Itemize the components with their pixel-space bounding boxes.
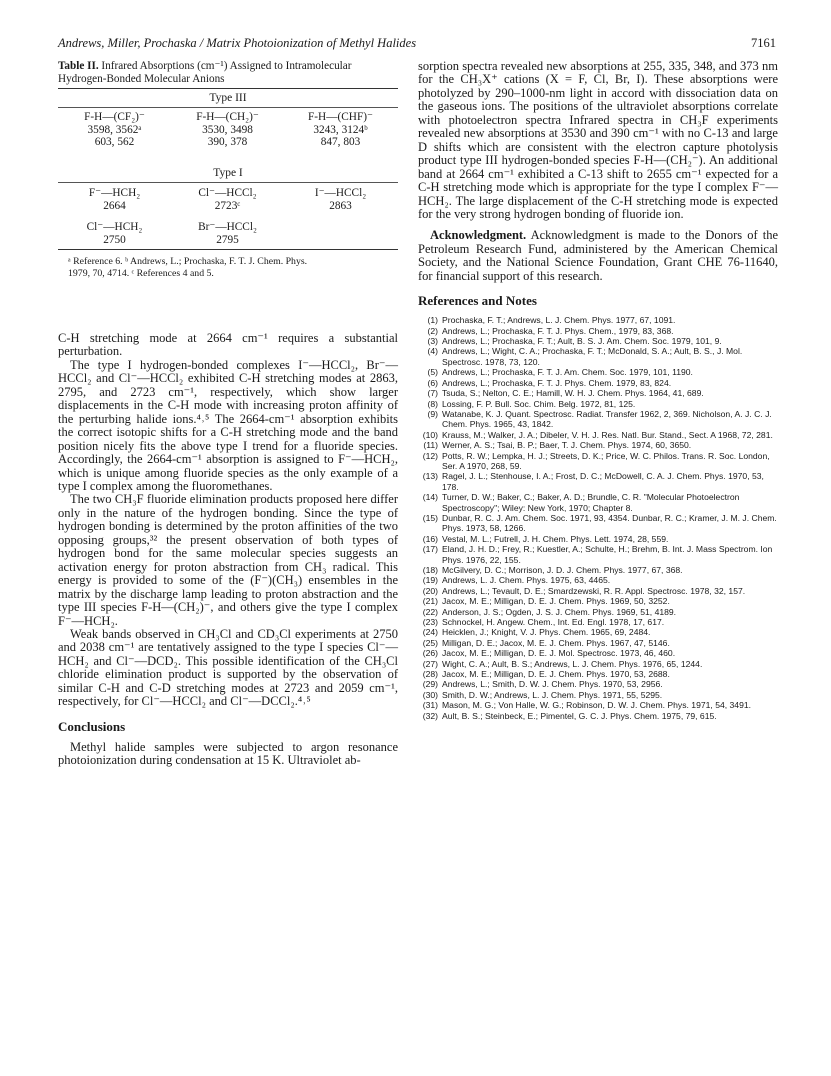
table-cell: 2664 <box>103 199 126 212</box>
paragraph: The two CH₃F fluoride elimination products proposed here differ only in the nature of the hydrogen bonding. Since the type of hydrogen bonding is determined by the proton affinities of the two opposing groups,³² the present observation of both types of hydrogen bond for the same molecular species suggests an activation energy for proton abstraction from CH₃ radical. This energy is provided to some of the (F⁻)(CH₃) ensembles in the matrix by the discharge lamp leading to proton abstraction and the type III species F-H—(CH₂)⁻, and others give the type I complex F⁻—HCH₂. <box>58 492 398 628</box>
reference-item <box>418 367 778 377</box>
reference-item <box>418 700 778 710</box>
reference-text: Krauss, M.; Walker, J. A.; Dibeler, V. H. J. Res. Natl. Bur. Stand., Sect. A 1968, 72, 281. <box>442 429 773 440</box>
table-cell: Cl⁻—HCH₂ <box>86 221 143 233</box>
acknowledgment-label: Acknowledgment. <box>430 228 527 243</box>
running-header <box>58 36 776 54</box>
reference-item <box>418 565 778 575</box>
reference-item <box>418 575 778 585</box>
references-list <box>418 315 778 721</box>
reference-number: (1) <box>427 315 438 326</box>
reference-text: Andrews, L.; Prochaska, F. T. J. Phys. Chem. 1979, 83, 824. <box>442 377 672 388</box>
reference-item <box>418 607 778 617</box>
table-label: Table II. <box>58 60 99 72</box>
table-cell <box>284 234 397 247</box>
reference-number: (3) <box>427 336 438 347</box>
running-title: Andrews, Miller, Prochaska / Matrix Photoionization of Methyl Halides <box>58 36 417 50</box>
table-footnote-line-2: 1979, 70, 4714. ᶜ References 4 and 5. <box>68 268 214 279</box>
table-caption-text: Infrared Absorptions (cm⁻¹) Assigned to Intramolecular Hydrogen-Bonded Molecular Anions <box>58 60 352 85</box>
reference-text: Watanabe, K. J. Quant. Spectrosc. Radiat. Transfer 1962, 2, 369. Nicholson, A. J. C. J. Chem. Phys. 1965, 43, 1842. <box>442 408 772 430</box>
table-footnote-line-1: ᵃ Reference 6. ᵇ Andrews, L.; Prochaska, F. T. J. Chem. Phys. <box>68 256 308 267</box>
reference-number: (31) <box>422 700 438 711</box>
reference-text: Dunbar, R. C. J. Am. Chem. Soc. 1971, 93, 4354. Dunbar, R. C.; Kramer, J. M. J. Chem. Phys. 1973, 58, 1266. <box>442 512 777 534</box>
reference-text: Werner, A. S.; Tsai, B. P.; Baer, T. J. Chem. Phys. 1974, 60, 3650. <box>442 440 692 451</box>
reference-item <box>418 659 778 669</box>
reference-number: (13) <box>422 471 438 482</box>
type3-row <box>58 136 398 149</box>
reference-item <box>418 669 778 679</box>
reference-item <box>418 336 778 346</box>
page-number: 7161 <box>751 36 776 50</box>
type3-row <box>58 111 398 124</box>
reference-number: (32) <box>422 710 438 721</box>
reference-item <box>418 638 778 648</box>
reference-number: (26) <box>422 648 438 659</box>
left-body-text <box>58 332 398 709</box>
table-cell: 3598, 3562ᵃ <box>87 123 142 136</box>
type1-row <box>58 221 398 234</box>
reference-item <box>418 711 778 721</box>
reference-number: (29) <box>422 679 438 690</box>
reference-number: (22) <box>422 606 438 617</box>
reference-number: (6) <box>427 377 438 388</box>
left-column <box>58 60 398 768</box>
reference-number: (25) <box>422 637 438 648</box>
reference-number: (7) <box>427 388 438 399</box>
reference-number: (14) <box>422 492 438 503</box>
reference-item <box>418 346 778 367</box>
reference-number: (10) <box>422 429 438 440</box>
reference-item <box>418 430 778 440</box>
reference-item <box>418 627 778 637</box>
reference-text: Eland, J. H. D.; Frey, R.; Kuestler, A.; Schulte, H.; Brehm, B. Int. J. Mass Spectrom. Ion Phys. 1976, 22, 155. <box>442 544 773 565</box>
reference-number: (21) <box>422 596 438 607</box>
reference-item <box>418 388 778 398</box>
table-cell: 3243, 3124ᵇ <box>313 123 368 136</box>
reference-text: Mason, M. G.; Von Halle, W. G.; Robinson, D. W. J. Chem. Phys. 1971, 54, 3491. <box>442 700 752 711</box>
paragraph: C-H stretching mode at 2664 cm⁻¹ requires a substantial perturbation. <box>58 331 398 359</box>
reference-text: Lossing, F. P. Bull. Soc. Chim. Belg. 1972, 81, 125. <box>442 398 636 409</box>
reference-text: Andrews, L.; Prochaska, F. T. J. Phys. Chem., 1979, 83, 368. <box>442 325 674 336</box>
reference-item <box>418 534 778 544</box>
reference-text: Jacox, M. E.; Milligan, D. E. J. Chem. Phys. 1970, 53, 2688. <box>442 669 670 680</box>
table-cell: F-H—(CH₂)⁻ <box>196 111 259 123</box>
table-cell: 3530, 3498 <box>202 123 253 136</box>
reference-number: (9) <box>427 408 438 419</box>
reference-number: (24) <box>422 627 438 638</box>
type1-table-block-2 <box>58 219 398 249</box>
reference-item <box>418 544 778 565</box>
reference-number: (20) <box>422 585 438 596</box>
reference-text: Jacox, M. E.; Milligan, D. E. J. Chem. Phys. 1969, 50, 3252. <box>442 596 670 607</box>
table-cell: Cl⁻—HCCl₂ <box>198 187 257 199</box>
table-cell: Br⁻—HCCl₂ <box>198 221 257 233</box>
reference-text: Wight, C. A.; Ault, B. S.; Andrews, L. J. Chem. Phys. 1976, 65, 1244. <box>442 658 703 669</box>
reference-item <box>418 492 778 513</box>
acknowledgment-text: Acknowledgment is made to the Donors of the Petroleum Research Fund, administered by the American Chemical Society, and the National Science Foundation, Grant CHE 76-11640, for financial support of this research. <box>418 228 778 283</box>
reference-number: (11) <box>423 440 438 451</box>
conclusions-text: Methyl halide samples were subjected to argon resonance photoionization during condensation at 15 K. Ultraviolet ab- <box>58 739 398 768</box>
table-cell: 2863 <box>329 199 352 212</box>
reference-item <box>418 690 778 700</box>
reference-item <box>418 315 778 325</box>
reference-number: (16) <box>422 533 438 544</box>
reference-item <box>418 440 778 450</box>
reference-text: Jacox, M. E.; Milligan, D. E. J. Mol. Spectrosc. 1973, 46, 460. <box>442 648 676 659</box>
paragraph: The type I hydrogen-bonded complexes I⁻—HCCl₂, Br⁻—HCCl₂ and Cl⁻—HCCl₂ exhibited C-H stretching modes at 2863, 2795, and 2723 cm⁻¹, respectively, which show larger displacements in the C-H mode with increasing proton affinity of the perturbing halide ions.⁴˒⁵ The 2664-cm⁻¹ absorption exhibits the correct isotopic shifts for a C-H stretching mode and the band position nicely fits the above type I trend for a fluoride species. Accordingly, the 2664-cm⁻¹ absorption is assigned to F⁻—HCH₂, which is unique among fluoride species as the only example of a type I complex among the fluoromethanes. <box>58 357 398 493</box>
reference-number: (18) <box>422 565 438 575</box>
table-cell: F-H—(CHF)⁻ <box>308 111 373 123</box>
reference-text: Andrews, L. J. Chem. Phys. 1975, 63, 4465. <box>442 575 611 586</box>
reference-text: Andrews, L.; Prochaska, F. T. J. Am. Chem. Soc. 1979, 101, 1190. <box>442 367 693 378</box>
reference-item <box>418 513 778 534</box>
table-footnotes <box>58 256 398 280</box>
reference-text: Tsuda, S.; Nelton, C. E.; Hamill, W. H. J. Chem. Phys. 1964, 41, 689. <box>442 388 704 399</box>
reference-text: Smith, D. W.; Andrews, L. J. Chem. Phys. 1971, 55, 5295. <box>442 689 663 700</box>
references-heading: References and Notes <box>418 293 537 309</box>
table-caption <box>58 60 398 86</box>
acknowledgment <box>418 229 778 283</box>
reference-text: Andrews, L.; Smith, D. W. J. Chem. Phys. 1970, 53, 2956. <box>442 679 663 690</box>
reference-text: Ault, B. S.; Steinbeck, E.; Pimentel, G. C. J. Phys. Chem. 1975, 79, 615. <box>442 710 717 721</box>
reference-item <box>418 409 778 430</box>
reference-text: Andrews, L.; Wight, C. A.; Prochaska, F. T.; McDonald, S. A.; Ault, B. S., J. Mol. Spectrosc. 1978, 73, 120. <box>442 346 743 367</box>
type3-row <box>58 124 398 137</box>
type1-row <box>58 234 398 247</box>
reference-text: Andrews, L.; Prochaska, F. T.; Ault, B. S. J. Am. Chem. Soc. 1979, 101, 9. <box>442 336 722 347</box>
reference-text: Anderson, J. S.; Ogden, J. S. J. Chem. Phys. 1969, 51, 4189. <box>442 606 677 617</box>
reference-number: (12) <box>422 450 438 461</box>
reference-text: Turner, D. W.; Baker, C.; Baker, A. D.; Brundle, C. R. "Molecular Photoelectron Spectroscopy"; Wiley: New York, 1970; Chapter 8. <box>442 492 740 513</box>
table-cell: 2795 <box>216 233 239 246</box>
reference-number: (28) <box>422 669 438 680</box>
reference-text: Vestal, M. L.; Futrell, J. H. Chem. Phys. Lett. 1974, 28, 559. <box>442 533 669 544</box>
reference-item <box>418 378 778 388</box>
reference-item <box>418 679 778 689</box>
table-bottom-rule <box>58 249 398 250</box>
type3-heading: Type III <box>209 92 247 104</box>
table-cell: F⁻—HCH₂ <box>88 187 141 199</box>
reference-text: Milligan, D. E.; Jacox, M. E. J. Chem. Phys. 1967, 47, 5146. <box>442 637 670 648</box>
reference-text: McGilvery, D. C.; Morrison, J. D. J. Chem. Phys. 1977, 67, 368. <box>442 565 683 575</box>
reference-text: Andrews, L.; Tevault, D. E.; Smardzewski, R. R. Appl. Spectrosc. 1978, 32, 157. <box>442 585 746 596</box>
reference-item <box>418 596 778 606</box>
reference-text: Potts, R. W.; Lempka, H. J.; Streets, D. K.; Price, W. C. Philos. Trans. R. Soc. London, Ser. A 1970, 268, 59. <box>442 450 770 471</box>
reference-number: (19) <box>422 575 438 586</box>
table-cell: 847, 803 <box>320 136 361 148</box>
table-cell: F-H—(CF₂)⁻ <box>84 111 145 123</box>
reference-text: Schnockel, H. Angew. Chem., Int. Ed. Engl. 1978, 17, 617. <box>442 617 665 628</box>
reference-number: (4) <box>427 346 438 357</box>
reference-number: (17) <box>422 544 438 555</box>
right-column <box>418 60 778 721</box>
table-cell <box>284 221 397 234</box>
paragraph: Weak bands observed in CH₃Cl and CD₃Cl experiments at 2750 and 2038 cm⁻¹ are tentatively assigned to the type I species Cl⁻—HCH₂ and Cl⁻—DCD₂. This possible identification of the CH₃Cl chloride elimination product is supported by the observation of similar C-H and C-D stretching modes at 2723 and 2059 cm⁻¹, respectively, for Cl⁻—HCCl₂ and Cl⁻—DCCl₂.⁴˒⁵ <box>58 626 398 709</box>
table-cell: 2723ᶜ <box>214 199 241 212</box>
reference-number: (30) <box>422 689 438 700</box>
reference-item <box>418 617 778 627</box>
reference-number: (8) <box>427 398 438 409</box>
table-cell: I⁻—HCCl₂ <box>314 187 367 199</box>
paragraph: sorption spectra revealed new absorptions at 255, 335, 348, and 373 nm for the CH₃X⁺ cations (X = F, Cl, Br, I). These absorptions were photolyzed by 290–1000-nm light in accord with dissociation data on the gaseous ions. The positions of the ultraviolet absorptions correlate with photoelectron spectra Infrared spectra in CH₃F experiments revealed new absorptions at 3530 and 390 cm⁻¹ with no C-13 and large D shifts which are consistent with the electron capture photolysis product type III hydrogen-bonded species F-H—(CH₂⁻). An additional band at 2664 cm⁻¹ exhibited a C-13 shift to 2655 cm⁻¹ expected for a C-H stretching mode which is appropriate for the type I complex F⁻—HCH₂. The large displacement of the C-H stretching mode is expected for the very strong hydrogen bonding of fluoride ion. <box>418 59 778 221</box>
type1-row <box>58 187 398 200</box>
reference-number: (23) <box>422 617 438 628</box>
reference-item <box>418 326 778 336</box>
reference-text: Prochaska, F. T.; Andrews, L. J. Chem. Phys. 1977, 67, 1091. <box>442 315 676 326</box>
conclusions-heading: Conclusions <box>58 718 126 734</box>
reference-text: Heicklen, J.; Knight, V. J. Phys. Chem. 1965, 69, 2484. <box>442 627 651 638</box>
table-cell: 603, 562 <box>94 136 135 148</box>
type1-row <box>58 200 398 213</box>
reference-item <box>418 648 778 658</box>
right-body-text <box>418 60 778 221</box>
table-cell: 2750 <box>103 233 126 246</box>
type3-table-body <box>58 108 398 164</box>
type1-table-block-1 <box>58 183 398 219</box>
reference-item <box>418 451 778 472</box>
reference-item <box>418 471 778 492</box>
reference-number: (27) <box>422 658 438 669</box>
reference-number: (2) <box>427 325 438 336</box>
reference-text: Ragel, J. L.; Stenhouse, I. A.; Frost, D. C.; McDowell, C. A. J. Chem. Phys. 1970, 53, 178. <box>442 471 764 492</box>
table-cell: 390, 378 <box>207 136 248 148</box>
reference-item <box>418 586 778 596</box>
reference-number: (5) <box>427 367 438 378</box>
type1-heading: Type I <box>213 167 243 179</box>
reference-number: (15) <box>422 512 438 523</box>
reference-item <box>418 399 778 409</box>
